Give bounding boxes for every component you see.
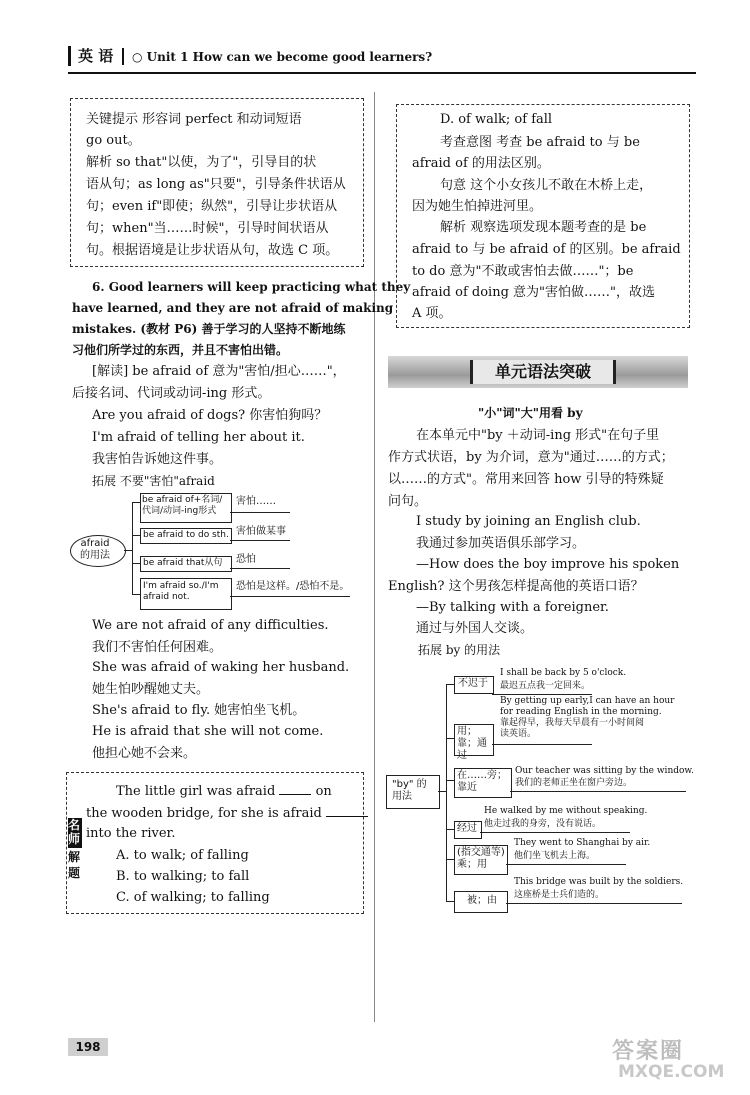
item-underline	[492, 694, 592, 695]
by-item-text: 被；由	[467, 895, 497, 906]
answer-line: 句意 这个小女孩儿不敢在木桥上走，	[440, 178, 653, 193]
explain-line: I'm afraid of telling her about it.	[92, 430, 305, 445]
tip-line: 句；even if"即使；纵然"，引导让步状语从	[86, 199, 338, 214]
afraid-item-gloss: 恐怕是这样。/恐怕不是。	[236, 581, 350, 592]
section-banner-title: 单元语法突破	[470, 360, 616, 384]
option-c: C. of walking; to falling	[116, 890, 270, 905]
example-line: She was afraid of waking her husband.	[92, 660, 350, 675]
answer-line: 因为她生怕掉进河里。	[412, 199, 543, 214]
gloss-underline	[230, 596, 350, 597]
watermark: 答案圈	[612, 1039, 685, 1064]
answer-line: to do 意为"不敢或害怕去做……"；be	[412, 264, 634, 279]
by-item-text: 经过	[457, 823, 477, 834]
grammar-line: I study by joining an English club.	[416, 514, 641, 529]
by-item-text: 不迟于	[458, 678, 488, 689]
explain-line: 我害怕告诉她这件事。	[92, 452, 223, 467]
answer-line: A 项。	[412, 306, 452, 321]
header-rule	[68, 72, 696, 74]
answer-line: afraid to 与 be afraid of 的区别。be afraid	[412, 242, 681, 257]
by-connector	[438, 791, 446, 792]
question-text-part: The little girl was afraid	[116, 784, 276, 799]
by-item-zh: 他们坐飞机去上海。	[514, 851, 596, 861]
by-item-en: By getting up early,I can have an hour for reading English in the morning.	[500, 696, 675, 717]
question-text-part: on	[315, 784, 332, 799]
by-root-label: "by" 的 用法	[392, 779, 427, 802]
by-item-zh: 他走过我的身旁，没有说话。	[484, 819, 602, 829]
question-text-part: the wooden bridge, for she is afraid	[86, 806, 322, 821]
side-label-char: 名	[68, 818, 81, 832]
by-item-en: Our teacher was sitting by the window.	[515, 766, 694, 776]
afraid-item-text: be afraid to do sth.	[143, 530, 229, 540]
item-underline	[506, 864, 626, 865]
item6-line: mistakes. (教材 P6) 善于学习的人坚持不断地练	[72, 322, 346, 336]
by-branch	[446, 738, 454, 739]
by-branch	[446, 859, 454, 860]
grammar-line: 在本单元中"by ＋动词-ing 形式"在句子里	[416, 428, 660, 443]
afraid-item-gloss: 害怕做某事	[236, 526, 286, 537]
grammar-line: 拓展 by 的用法	[418, 643, 501, 657]
grammar-line: —By talking with a foreigner.	[416, 600, 609, 615]
by-trunk	[446, 684, 447, 902]
grammar-line: 我通过参加英语俱乐部学习。	[416, 536, 586, 551]
by-branch	[446, 684, 454, 685]
afraid-branch	[132, 535, 140, 536]
afraid-item-text: be afraid of+名词/代词/动词-ing形式	[142, 495, 223, 516]
answer-line: D. of walk; of fall	[440, 112, 553, 127]
example-line: 我们不害怕任何困难。	[92, 640, 223, 655]
question-text: into the river.	[86, 826, 176, 841]
section-banner	[388, 356, 688, 388]
answer-line: 解析 观察选项发现本题考查的是 be	[440, 220, 647, 235]
watermark-url: MXQE.COM	[618, 1062, 725, 1082]
afraid-trunk	[132, 502, 133, 594]
answer-blank	[279, 793, 311, 795]
afraid-root-label: afraid 的用法	[80, 538, 110, 561]
by-item-zh: 最迟五点我一定回来。	[500, 681, 591, 691]
tip-line: 关键提示 形容词 perfect 和动词短语	[86, 112, 302, 127]
explain-line: [解读] be afraid of 意为"害怕/担心……"，	[92, 364, 346, 379]
afraid-item-text: be afraid that从句	[143, 558, 223, 568]
question-text	[86, 806, 368, 821]
afraid-connector	[124, 550, 132, 551]
by-branch	[446, 780, 454, 781]
example-line: She's afraid to fly. 她害怕坐飞机。	[92, 703, 306, 718]
tip-line: 句；when"当……时候"，引导时间状语从	[86, 221, 329, 236]
by-item-text: (指交通等)乘；用	[457, 847, 505, 870]
explain-line: 后接名词、代词或动词-ing 形式。	[72, 386, 271, 401]
column-divider	[374, 92, 375, 1022]
side-label-char: 解	[68, 850, 81, 864]
header-subject: 英 语	[78, 47, 114, 65]
tip-line: 语从句；as long as"只要"，引导条件状语从	[86, 177, 346, 192]
grammar-line: 作方式状语，by 为介词，意为"通过……的方式；	[388, 450, 674, 465]
question-text	[116, 784, 332, 799]
afraid-branch	[132, 594, 140, 595]
option-a: A. to walk; of falling	[116, 848, 249, 863]
gloss-underline	[230, 568, 290, 569]
grammar-line: 以……的方式"。常用来回答 how 引导的特殊疑	[388, 472, 664, 487]
by-item-en: He walked by me without speaking.	[484, 806, 648, 816]
item6-line: 习他们所学过的东西，并且不害怕出错。	[72, 343, 289, 357]
explain-line: 拓展 不要"害怕"afraid	[92, 474, 215, 488]
grammar-line: 通过与外国人交谈。	[416, 621, 534, 636]
item6-line: 6. Good learners will keep practicing what they	[92, 280, 411, 294]
afraid-item-text: I'm afraid so./I'm afraid not.	[143, 581, 219, 602]
page-number: 198	[68, 1038, 108, 1056]
afraid-branch	[132, 563, 140, 564]
header-unit: ○ Unit 1 How can we become good learners?	[132, 50, 433, 64]
side-label-char: 师	[68, 832, 81, 846]
tip-line: 句。根据语境是让步状语从句，故选 C 项。	[86, 243, 339, 258]
answer-blank	[326, 815, 368, 817]
option-b: B. to walking; to fall	[116, 869, 250, 884]
gloss-underline	[230, 540, 290, 541]
afraid-branch	[132, 502, 140, 503]
example-line: 她生怕吵醒她丈夫。	[92, 682, 210, 697]
answer-line: afraid of 的用法区别。	[412, 156, 550, 171]
example-line: 他担心她不会来。	[92, 746, 197, 761]
header-divider	[122, 48, 124, 65]
by-item-zh: 我们的老师正坐在窗户旁边。	[515, 778, 633, 788]
grammar-title: "小"词"大"用看 by	[478, 406, 583, 420]
answer-line: 考查意图 考查 be afraid to 与 be	[440, 135, 640, 150]
side-label-char: 题	[68, 866, 81, 880]
example-line: He is afraid that she will not come.	[92, 724, 324, 739]
tip-line: 解析 so that"以使，为了"，引导目的状	[86, 155, 317, 170]
example-line: We are not afraid of any difficulties.	[92, 618, 329, 633]
grammar-line: —How does the boy improve his spoken	[416, 557, 680, 572]
by-branch	[446, 901, 454, 902]
by-item-zh: 这座桥是士兵们造的。	[514, 890, 605, 900]
grammar-line: English? 这个男孩怎样提高他的英语口语？	[388, 579, 644, 594]
by-item-en: They went to Shanghai by air.	[514, 838, 651, 848]
by-item-text: 在……旁；靠近	[457, 770, 507, 793]
afraid-item-gloss: 恐怕	[236, 554, 256, 565]
item-underline	[480, 832, 630, 833]
answer-line: afraid of doing 意为"害怕做……"，故选	[412, 285, 656, 300]
by-item-en: This bridge was built by the soldiers.	[514, 877, 684, 887]
grammar-line: 问句。	[388, 494, 428, 509]
gloss-underline	[230, 512, 290, 513]
by-item-text: 用；靠；通过	[457, 726, 487, 761]
item-underline	[510, 791, 686, 792]
explain-line: Are you afraid of dogs? 你害怕狗吗？	[92, 408, 328, 423]
tip-line: go out。	[86, 133, 141, 148]
item-underline	[506, 903, 682, 904]
by-branch	[446, 829, 454, 830]
item6-line: have learned, and they are not afraid of making	[72, 301, 394, 315]
by-item-en: I shall be back by 5 o'clock.	[500, 668, 627, 678]
header-left-bar	[68, 46, 71, 66]
afraid-item-gloss: 害怕……	[236, 496, 276, 507]
item-underline	[492, 744, 592, 745]
by-item-zh: 靠起得早，我每天早晨有一小时间阅读英语。	[500, 718, 645, 739]
